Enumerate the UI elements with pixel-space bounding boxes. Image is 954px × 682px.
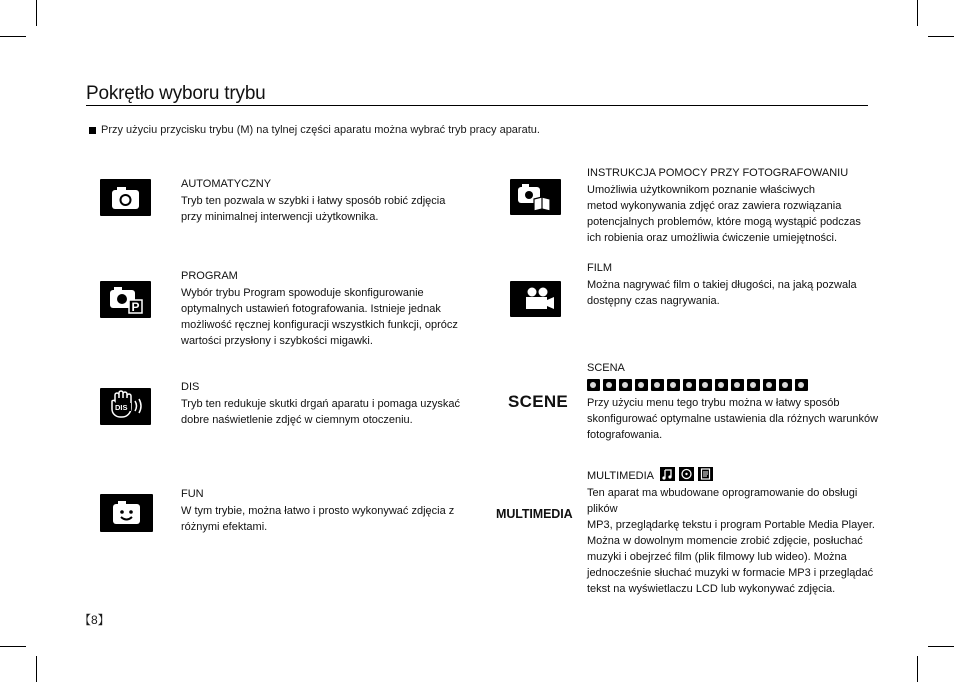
crop-mark bbox=[917, 656, 918, 682]
close-up-icon bbox=[651, 379, 664, 391]
self-shot-icon bbox=[763, 379, 776, 391]
mode-description: Tryb ten pozwala w szybki i łatwy sposób robić zdjęcia przy minimalnej interwencji użytkownika. bbox=[181, 195, 446, 223]
page-title: Pokrętło wyboru trybu bbox=[86, 83, 266, 104]
bullet-icon bbox=[89, 127, 96, 134]
title-rule bbox=[86, 105, 868, 106]
crop-mark bbox=[928, 36, 954, 37]
scene-icons-row bbox=[587, 379, 808, 391]
camera-program-icon bbox=[100, 281, 151, 318]
mode-description: Wybór trybu Program spowoduje skonfigurowanie optymalnych ustawień fotografowania. Istnieje jednak możliwość ręcznej konfiguracji wszystkich funkcji, oprócz wartości przysłony i szybkości migawki. bbox=[181, 287, 458, 347]
dis-hand-icon bbox=[100, 388, 151, 425]
text-icon bbox=[667, 379, 680, 391]
mode-description: Umożliwia użytkownikom poznanie właściwych metod wykonywania zdjęć oraz zawiera rozwiązania potencjalnych problemów, które mogą wystąpić podczas ich robienia oraz umożliwia ćwiczenie umiejętności. bbox=[587, 184, 861, 244]
movie-camera-icon bbox=[510, 281, 561, 317]
dawn-icon bbox=[699, 379, 712, 391]
mode-description: W tym trybie, można łatwo i prosto wykonywać zdjęcia z różnymi efektami. bbox=[181, 505, 455, 533]
intro-line bbox=[89, 124, 540, 136]
food-icon bbox=[779, 379, 792, 391]
text-viewer-icon bbox=[698, 467, 713, 481]
mode-label: INSTRUKCJA POMOCY PRZY FOTOGRAFOWANIU bbox=[587, 167, 849, 179]
crop-mark bbox=[0, 646, 26, 647]
mode-label: SCENA bbox=[587, 362, 625, 374]
mode-guide-entry bbox=[587, 165, 877, 246]
mode-description: Ten aparat ma wbudowane oprogramowanie do obsługi plików MP3, przeglądarkę tekstu i program Portable Media Player. Można w dowolnym momencie zrobić zdjęcie, posłuchać muzyki i obejrzeć film (plik filmowy lub wideo). Można jednocześnie słuchać muzyki w formacie MP3 i przeglądać tekst na wyświetlaczu LCD lub wykonywać zdjęcia. bbox=[587, 487, 875, 595]
firework-icon bbox=[731, 379, 744, 391]
landscape-icon bbox=[635, 379, 648, 391]
photo-guide-icon bbox=[510, 179, 561, 215]
multimedia-icons-row bbox=[660, 467, 713, 481]
mode-label: FUN bbox=[181, 488, 204, 500]
scene-mode-icon: SCENE bbox=[508, 392, 569, 411]
svg-text:P: P bbox=[131, 300, 140, 314]
portrait-icon bbox=[603, 379, 616, 391]
mode-fun-entry bbox=[181, 486, 466, 535]
mode-multimedia-entry bbox=[587, 468, 882, 597]
movie-player-icon bbox=[679, 467, 694, 481]
intro-text: Przy użyciu przycisku trybu (M) na tylnej części aparatu można wybrać tryb pracy aparatu. bbox=[101, 124, 540, 136]
page-number: 【8】 bbox=[79, 613, 110, 627]
mode-label: FILM bbox=[587, 262, 613, 274]
mode-scene-entry bbox=[587, 360, 882, 443]
crop-mark bbox=[0, 36, 26, 37]
fun-face-icon bbox=[100, 494, 153, 532]
svg-text:DIS: DIS bbox=[115, 403, 128, 412]
mode-auto-entry bbox=[181, 176, 461, 225]
cafe-icon bbox=[795, 379, 808, 391]
backlight-icon bbox=[715, 379, 728, 391]
mode-label: AUTOMATYCZNY bbox=[181, 178, 272, 190]
camera-auto-icon bbox=[100, 179, 151, 216]
sunset-icon bbox=[683, 379, 696, 391]
night-icon bbox=[587, 379, 600, 391]
crop-mark bbox=[36, 656, 37, 682]
multimedia-mode-icon: MULTIMEDIA bbox=[496, 507, 573, 521]
mode-description: Tryb ten redukuje skutki drgań aparatu i pomaga uzyskać dobre naświetlenie zdjęć w ciemnym otoczeniu. bbox=[181, 398, 461, 426]
mode-label: MULTIMEDIA bbox=[587, 470, 655, 482]
mode-dis-entry bbox=[181, 379, 466, 428]
crop-mark bbox=[36, 0, 37, 26]
beach-snow-icon bbox=[747, 379, 760, 391]
crop-mark bbox=[917, 0, 918, 26]
crop-mark bbox=[928, 646, 954, 647]
children-icon bbox=[619, 379, 632, 391]
mode-program-entry bbox=[181, 268, 466, 349]
mode-description: Przy użyciu menu tego trybu można w łatwy sposób skonfigurować optymalne ustawienia dla różnych warunków fotografowania. bbox=[587, 397, 879, 441]
mode-description: Można nagrywać film o takiej długości, na jaką pozwala dostępny czas nagrywania. bbox=[587, 279, 857, 307]
mode-label: PROGRAM bbox=[181, 270, 238, 282]
mode-label: DIS bbox=[181, 381, 200, 393]
mode-movie-entry bbox=[587, 260, 877, 309]
music-icon bbox=[660, 467, 675, 481]
